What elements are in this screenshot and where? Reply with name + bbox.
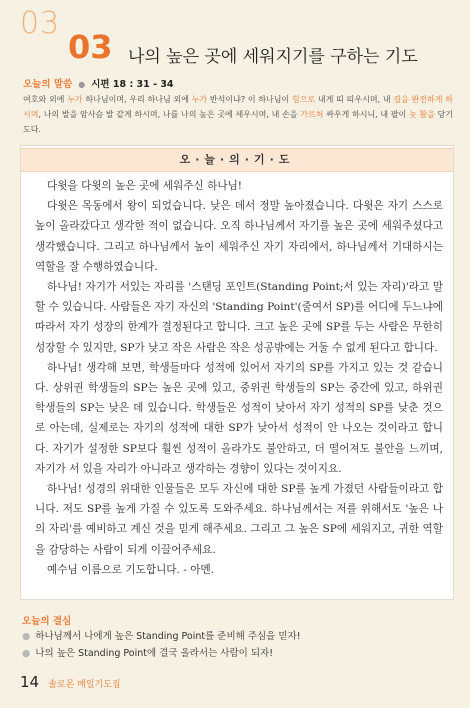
verse-segment: 하나님이며, 우리 하나님 외에 <box>82 95 192 104</box>
prayer-paragraph: 하나님! 자기가 서있는 자리를 '스탠딩 포인트(Standing Point;서 있는 자리)'라고 말할 수 있습니다. 사람들은 자기 자신의 'Standing Point'(줄여서 SP)를 어디에 두느냐에 따라서 자기 성장의 한계가 결정된다고 합니다. 크고 높은 곳에 SP를 두는 사람은 무한히 성장할 수 있지만, SP가 낮고 작은 사람은 작은 성공밖에는 거둘 수 없게 된다고 합니다. <box>35 281 443 354</box>
verse-highlight: 하게 하시며 <box>23 95 453 119</box>
verse-segment: 여호와 외에 <box>23 95 68 104</box>
prayer-paragraph: 하나님! 성경의 위대한 인물들은 모두 자신에 대한 SP를 높게 가졌던 사람들이라고 합니다. 저도 SP를 높게 가질 수 있도록 도와주세요. 하나님께서는 저를 위해서도 '높은 나의 자리'를 예비하고 계신 것을 믿게 해주세요. 그리고 그 높은 SP에 세워지고, 귀한 역할을 감당하는 사람이 되게 이끌어주세요. <box>35 483 443 556</box>
verse-reference: 시편 18 : 31 - 34 <box>91 79 174 90</box>
prayer-paragraph: 다윗은 목동에서 왕이 되었습니다. 낮은 데서 정말 높아졌습니다. 다윗은 자기 스스로 높이 올라갔다고 생각한 적이 없습니다. 오직 하나님께서 자기를 높은 곳에 세워주셨다고 생각했습니다. 그리고 하나님께서 높이 세워주신 자기 자리에서, 하나님께서 기대하시는 역할을 잘 수행하였습니다. <box>35 200 443 273</box>
prayer-heading: 오·늘·의·기·도 <box>21 148 453 172</box>
bullet-icon: ● <box>22 631 31 642</box>
verse-segment: 당기도다. <box>23 110 454 134</box>
resolution-text: 나의 높은 Standing Point에 결국 올라서는 사람이 되자! <box>35 648 274 659</box>
prayer-paragraph: 예수님 이름으로 기도합니다. - 아멘. <box>47 563 215 576</box>
resolution-label: 오늘의 결심 <box>22 616 72 627</box>
verse-highlight: 힘으로 <box>292 95 316 104</box>
bullet-icon: ● <box>78 80 86 89</box>
chapter-title: 나의 높은 곳에 세워지기를 구하는 기도 <box>128 47 418 67</box>
book-title: 솔로몬 매일기도집 <box>48 680 121 690</box>
page-footer <box>20 672 121 691</box>
resolution-item <box>22 628 301 642</box>
verse-text <box>23 92 453 137</box>
prayer-box <box>20 145 454 600</box>
verse-segment: 내게 띠 띠우시며, 내 <box>315 95 394 104</box>
verse-highlight: 놋 활을 <box>408 110 435 119</box>
verse-header <box>23 76 174 90</box>
verse-highlight: 누가 <box>67 95 83 104</box>
verse-segment: , 나의 발을 암사슴 발 같게 하시며, 나를 나의 높은 곳에 세우시며, 내 손을 <box>38 110 301 119</box>
verse-segment: 반석이냐? 이 하나님이 <box>207 95 292 104</box>
verse-highlight: 길을 완전 <box>393 95 428 104</box>
resolution-text: 하나님께서 나에게 높은 Standing Point를 준비해 주심을 믿자! <box>35 631 301 642</box>
resolution-item <box>22 645 273 659</box>
chapter-number-ghost: 03 <box>20 6 61 41</box>
prayer-paragraph: 다윗을 다윗의 높은 곳에 세워주신 하나님! <box>47 180 243 192</box>
chapter-header <box>20 6 460 66</box>
prayer-paragraph: 하나님! 생각해 보면, 학생들마다 성적에 있어서 자기의 SP를 가지고 있는 것 같습니다. 상위권 학생들의 SP는 높은 곳에 있고, 중위권 학생들의 SP는 중간에 있고, 하위권 학생들의 SP는 낮은 데 있습니다. 학생들은 성적이 낮아서 자기 성적의 SP를 낮춘 것으로 아는데, 실제로는 자기의 성적에 대한 SP가 낮아서 성적이 안 나오는 것이라고 합니다. 자기가 설정한 SP보다 훨씬 성적이 올라가도 불안하고, 더 떨어져도 불안을 느끼며, 자기가 서 있을 자리가 아니라고 생각하는 경향이 있다는 것이지요. <box>35 361 443 475</box>
page-number: 14 <box>20 673 40 691</box>
chapter-number: 03 <box>68 28 113 66</box>
prayer-body <box>35 176 443 580</box>
verse-label: 오늘의 말씀 <box>23 79 73 90</box>
verse-highlight: 누가 <box>191 95 208 104</box>
verse-segment: 싸우게 하시니, 내 팔이 <box>323 110 409 119</box>
bullet-icon: ● <box>22 648 31 659</box>
verse-highlight: 가르쳐 <box>300 110 324 119</box>
